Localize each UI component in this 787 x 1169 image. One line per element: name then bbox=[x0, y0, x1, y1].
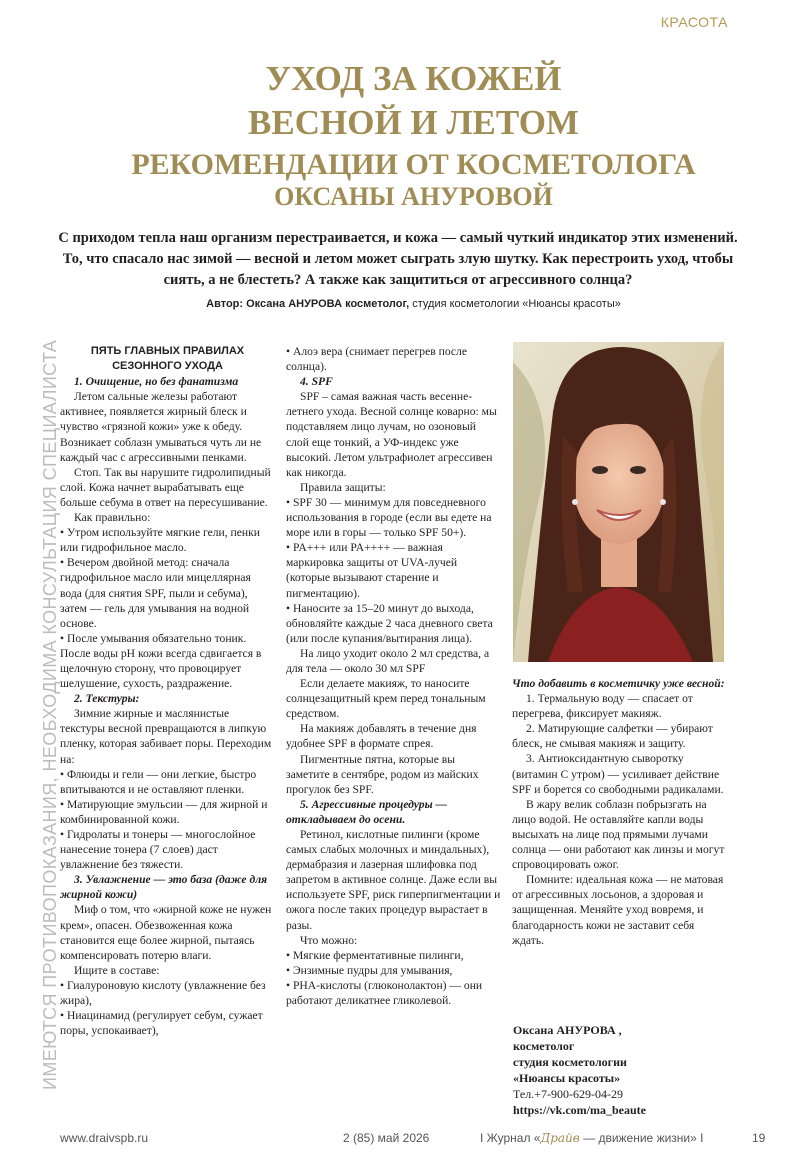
signature-studio: студия косметологии bbox=[513, 1055, 627, 1069]
author-prefix: Автор: Оксана АНУРОВА косметолог, bbox=[206, 298, 410, 310]
cosmetic-bag-title: Что добавить в косметичку уже весной: bbox=[512, 677, 725, 690]
bullet-item: • После умывания обязательно тоник. После воды pH кожи всегда сдвигается в щелочную сторону, что провоцирует шелушение, сухость, раздражение. bbox=[60, 631, 262, 691]
section-4-title: 4. SPF bbox=[300, 375, 333, 389]
section-label: КРАСОТА bbox=[660, 14, 728, 30]
signature-studio-name: «Нюансы красоты» bbox=[513, 1071, 621, 1085]
bullet-item: • Алоэ вера (снимает перегрев после солнца). bbox=[286, 345, 467, 374]
paragraph: Летом сальные железы работают активнее, появляется жирный блеск и чувство «грязной кожи» уже к обеду. Возникает соблазн умываться чуть ли не каждый час с агрессивными пенками. bbox=[60, 390, 262, 464]
paragraph: Миф о том, что «жирной коже не нужен крем», опасен. Обезвоженная кожа становится еще более жирной, пытаясь компенсировать потерю влаги. bbox=[60, 903, 272, 962]
column-1 bbox=[60, 344, 275, 1038]
paragraph: Стоп. Так вы нарушите гидролипидный слой. Кожа начнет вырабатывать еще больше себума в ответ на пересушивание. bbox=[60, 465, 271, 509]
signature-block bbox=[513, 1022, 646, 1118]
subtitle-line-1: РЕКОМЕНДАЦИИ ОТ КОСМЕТОЛОГА bbox=[131, 148, 696, 181]
bullet-item: • Утром используйте мягкие гели, пенки или гидрофильное масло. bbox=[60, 526, 260, 555]
lead-paragraph: С приходом тепла наш организм перестраивается, и кожа — самый чуткий индикатор этих изменений. То, что спасало нас зимой — весной и летом может сыграть злую шутку. Как перестроить уход, чтобы сиять, а не блестеть? А также как защититься от агрессивного солнца? bbox=[58, 230, 738, 288]
footer-issue: 2 (85) май 2026 bbox=[343, 1131, 430, 1145]
bullet-item: • PHA-кислоты (глюконолактон) — они работают деликатнее гликолевой. bbox=[286, 978, 483, 1008]
paragraph: Если делаете макияж, то наносите солнцезащитный крем перед тональным средством. bbox=[286, 677, 486, 721]
author-studio: студия косметологии «Нюансы красоты» bbox=[409, 298, 621, 310]
column-2 bbox=[286, 344, 501, 1008]
signature-name: Оксана АНУРОВА , bbox=[513, 1023, 622, 1037]
signature-role: косметолог bbox=[513, 1039, 575, 1053]
footer-mag-logo: Драйв bbox=[540, 1131, 580, 1145]
list-item: 3. Антиоксидантную сыворотку (витамин С утром) — усиливает действие SPF и борется со свободными радикалами. bbox=[512, 752, 724, 796]
paragraph: Правила защиты: bbox=[300, 480, 386, 494]
paragraph: В жару велик соблазн побрызгать на лицо водой. Не оставляйте капли воды высыхать на лице под прямыми лучами солнца — они работают как линзы и могут спровоцировать ожог. bbox=[512, 797, 725, 872]
bullet-item: • Флюиды и гели — они легкие, быстро впитываются и не оставляют пленки. bbox=[60, 767, 257, 796]
author-line bbox=[60, 298, 767, 310]
column-3 bbox=[512, 676, 728, 948]
section-2-title: 2. Текстуры: bbox=[74, 692, 140, 706]
paragraph: Пигментные пятна, которые вы заметите в сентябре, родом из майских прогулок без SPF. bbox=[286, 752, 479, 796]
paragraph: Ищите в составе: bbox=[74, 963, 160, 977]
bullet-item: • Вечером двойной метод: сначала гидрофильное масло или мицеллярная вода (для снятия SPF, пыли и себума), затем — гель для умывания на водной основе. bbox=[60, 556, 251, 630]
subtitle-line-2: ОКСАНЫ АНУРОВОЙ bbox=[274, 182, 553, 211]
paragraph: На макияж добавлять в течение дня удобнее SPF в формате спрея. bbox=[286, 722, 477, 751]
bullet-item: • Энзимные пудры для умывания, bbox=[286, 963, 453, 977]
paragraph: Что можно: bbox=[300, 933, 358, 947]
bullet-item: • Ниацинамид (регулирует себум, сужает поры, успокаивает), bbox=[60, 1009, 263, 1038]
rules-heading: ПЯТЬ ГЛАВНЫХ ПРАВИЛАХ bbox=[90, 345, 245, 357]
bullet-item: • Гидролаты и тонеры — многослойное нанесение тонера (7 слоев) даст увлажнение без тяжести. bbox=[60, 828, 256, 872]
paragraph: Помните: идеальная кожа — не матовая от агрессивных лосьонов, а здоровая и защищенная. Меняйте уход вовремя, и благодарность кожи не заставит себя ждать. bbox=[512, 873, 724, 947]
portrait-illustration bbox=[513, 342, 724, 662]
bullet-item: • Наносите за 15–20 минут до выхода, обновляйте каждые 2 часа дневного света (или после купания/вытирания лица). bbox=[286, 601, 493, 645]
list-item: 1. Термальную воду — спасает от перегрева, фиксирует макияж. bbox=[512, 692, 693, 721]
paragraph: На лицо уходит около 2 мл средства, а для тела — около 30 мл SPF bbox=[286, 646, 490, 675]
title-line-1: УХОД ЗА КОЖЕЙ bbox=[265, 59, 562, 98]
bullet-item: • Гиалуроновую кислоту (увлажнение без жира), bbox=[60, 978, 266, 1008]
paragraph: Ретинол, кислотные пилинги (кроме самых слабых молочных и миндальных), дермабразия и лазерная шлифовка под запретом в активное солнце. Даже если вы используете SPF, риск гиперпигментации и ожога после таких процедур вырастает в разы. bbox=[286, 828, 501, 932]
section-1-title: 1. Очищение, но без фанатизма bbox=[74, 375, 239, 389]
bullet-item: • Мягкие ферментативные пилинги, bbox=[286, 948, 464, 962]
footer-mag-prefix: I Журнал « bbox=[480, 1131, 541, 1145]
bullet-item: • SPF 30 — минимум для повседневного использования в городе (если вы едете на море или в горы — только SPF 50+). bbox=[286, 495, 492, 540]
signature-phone: Тел.+7-900-629-04-29 bbox=[513, 1087, 623, 1101]
list-item: 2. Матирующие салфетки — убирают блеск, не смывая макияж и защиту. bbox=[512, 722, 713, 751]
paragraph: Как правильно: bbox=[74, 511, 151, 525]
section-3-title: 3. Увлажнение — это база (даже для жирной кожи) bbox=[60, 873, 268, 902]
signature-link[interactable]: https://vk.com/ma_beaute bbox=[513, 1103, 646, 1117]
author-portrait bbox=[513, 342, 724, 662]
title-line-2: ВЕСНОЙ И ЛЕТОМ bbox=[248, 103, 579, 142]
page-number: 19 bbox=[752, 1131, 766, 1145]
rules-heading-2: СЕЗОННОГО УХОДА bbox=[112, 360, 223, 373]
section-5-title: 5. Агрессивные процедуры — откладываем до осени. bbox=[286, 797, 448, 826]
footer-website[interactable]: www.draivspb.ru bbox=[60, 1131, 149, 1145]
bullet-item: • Матирующие эмульсии — для жирной и комбинированной кожи. bbox=[60, 797, 268, 826]
footer-magazine bbox=[480, 1131, 703, 1145]
paragraph: Зимние жирные и маслянистые текстуры весной превращаются в липкую пленку, которая забивает поры. Переходим на: bbox=[60, 707, 272, 766]
bullet-item: • PA+++ или PA++++ — важная маркировка защиты от UVA-лучей (которые вызывают старение и пигментацию). bbox=[286, 541, 458, 600]
paragraph: SPF – самая важная часть весенне-летнего ухода. Весной солнце коварно: мы подставляем лицо лучам, но озоновый слой еще тонкий, а УФ-индекс уже высокий. Летом ультрафиолет агрессивен как никогда. bbox=[286, 390, 497, 479]
footer-mag-suffix: — движение жизни» I bbox=[579, 1131, 704, 1145]
vertical-disclaimer: ИМЕЮТСЯ ПРОТИВОПОКАЗАНИЯ, НЕОБХОДИМА КОНСУЛЬТАЦИЯ СПЕЦИАЛИСТА bbox=[40, 339, 60, 1090]
